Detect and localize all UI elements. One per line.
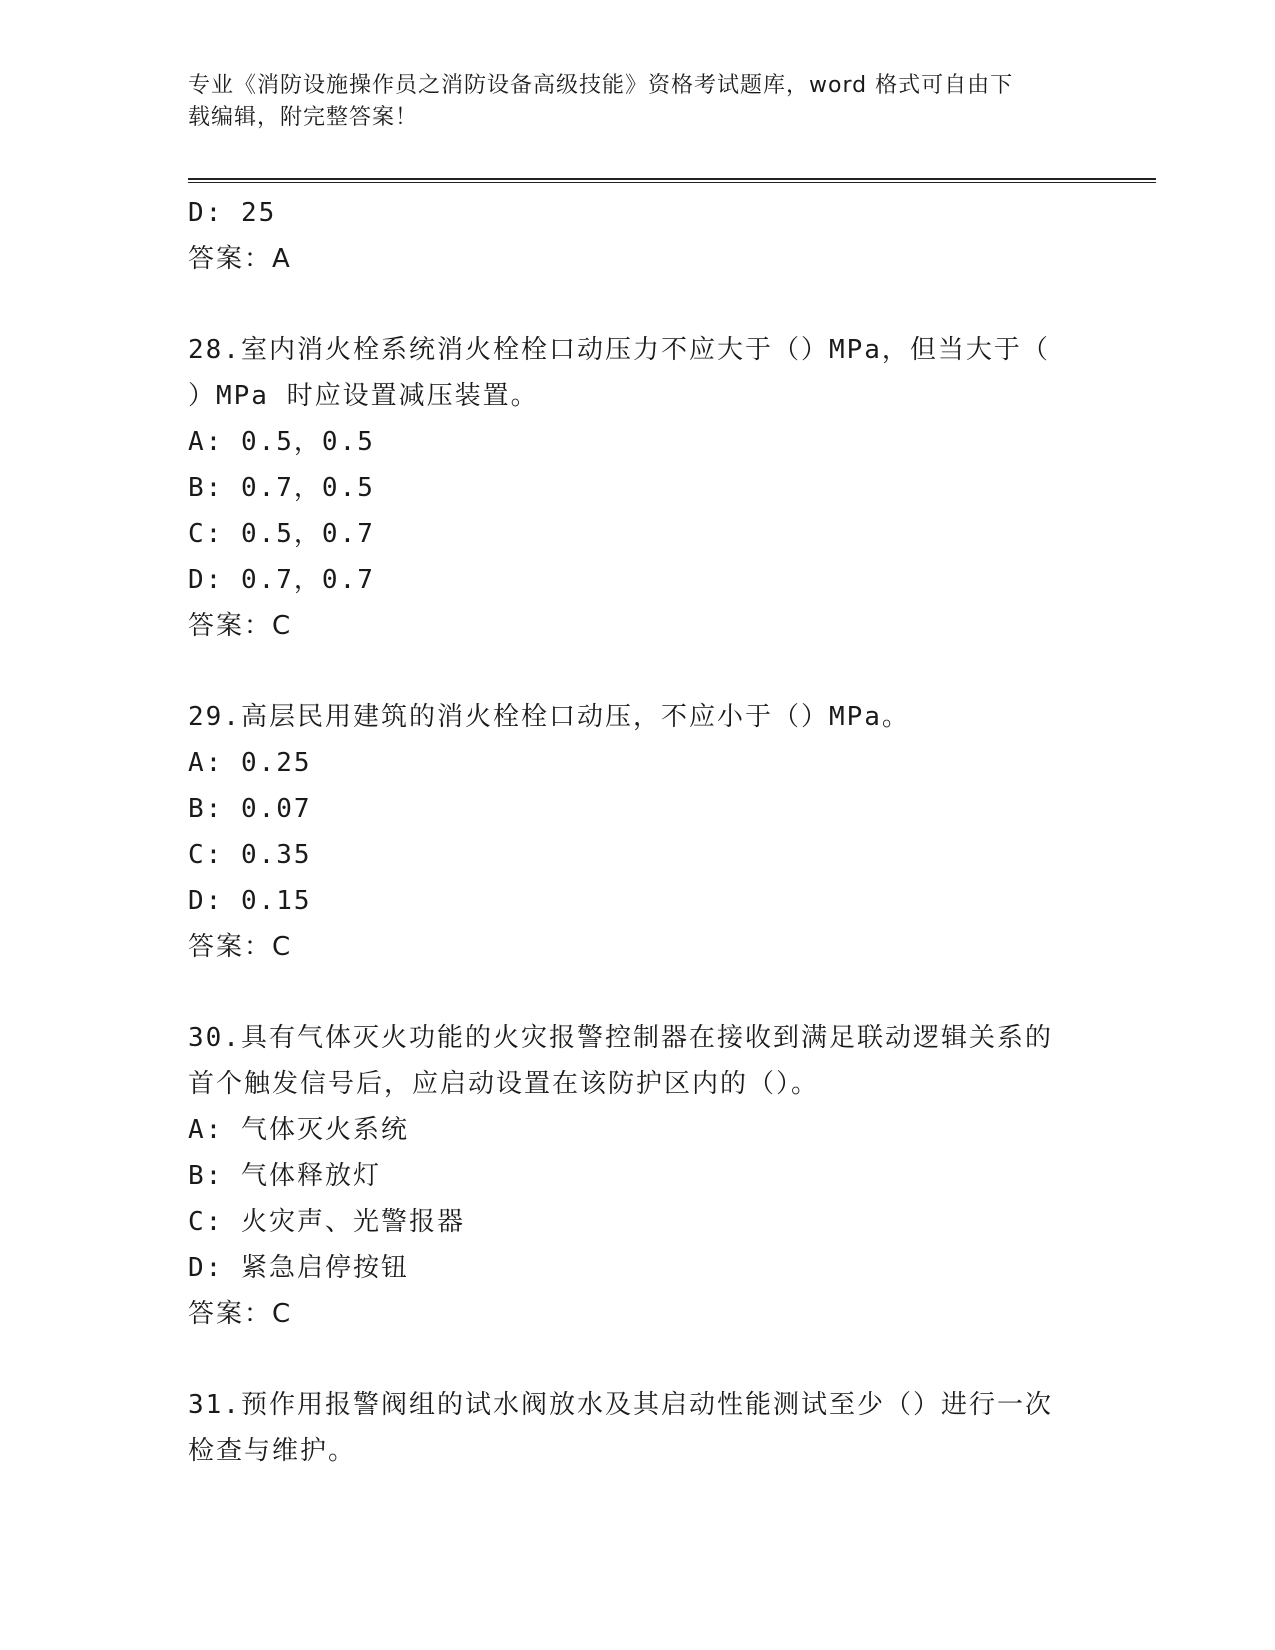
option-a: A: 气体灭火系统 — [188, 1115, 409, 1145]
option-c: C: 0.35 — [188, 840, 312, 870]
question-stem: 29.高层民用建筑的消火栓栓口动压，不应小于（）MPa。 — [188, 702, 910, 732]
question-stem: 30.具有气体灭火功能的火灾报警控制器在接收到满足联动逻辑关系的 — [188, 1023, 1053, 1053]
option-a: A: 0.25 — [188, 748, 312, 778]
option-b: B: 气体释放灯 — [188, 1161, 381, 1191]
question-stem-cont: 检查与维护。 — [188, 1436, 357, 1466]
option-c: C: 0.5，0.7 — [188, 519, 375, 549]
document-header — [188, 70, 1078, 134]
option-c: C: 火灾声、光警报器 — [188, 1207, 465, 1237]
question-stem-cont: ）MPa 时应设置减压装置。 — [188, 381, 539, 411]
option-d: D: 0.15 — [188, 886, 312, 916]
answer-line: 答案：C — [188, 932, 293, 962]
option-a: A: 0.5，0.5 — [188, 427, 375, 457]
header-line-1: 专业《消防设施操作员之消防设备高级技能》资格考试题库，word 格式可自由下 — [188, 73, 1014, 98]
header-divider — [188, 178, 1156, 183]
answer-line: 答案：C — [188, 611, 293, 641]
question-29 — [188, 694, 1088, 970]
question-30 — [188, 1015, 1088, 1337]
header-line-2: 载编辑，附完整答案！ — [188, 105, 419, 130]
option-b: B: 0.07 — [188, 794, 312, 824]
option-d: D: 0.7，0.7 — [188, 565, 375, 595]
question-stem: 31.预作用报警阀组的试水阀放水及其启动性能测试至少（）进行一次 — [188, 1390, 1053, 1420]
answer-line: 答案：A — [188, 244, 292, 274]
question-28 — [188, 327, 1088, 649]
question-stem: 28.室内消火栓系统消火栓栓口动压力不应大于（）MPa，但当大于（ — [188, 335, 1050, 365]
answer-line: 答案：C — [188, 1299, 293, 1329]
question-31 — [188, 1382, 1088, 1474]
option-b: B: 0.7，0.5 — [188, 473, 375, 503]
option-d: D: 紧急启停按钮 — [188, 1253, 409, 1283]
question-content — [188, 190, 1088, 1474]
question-stem-cont: 首个触发信号后，应启动设置在该防护区内的（）。 — [188, 1069, 820, 1099]
option-d: D: 25 — [188, 198, 277, 228]
